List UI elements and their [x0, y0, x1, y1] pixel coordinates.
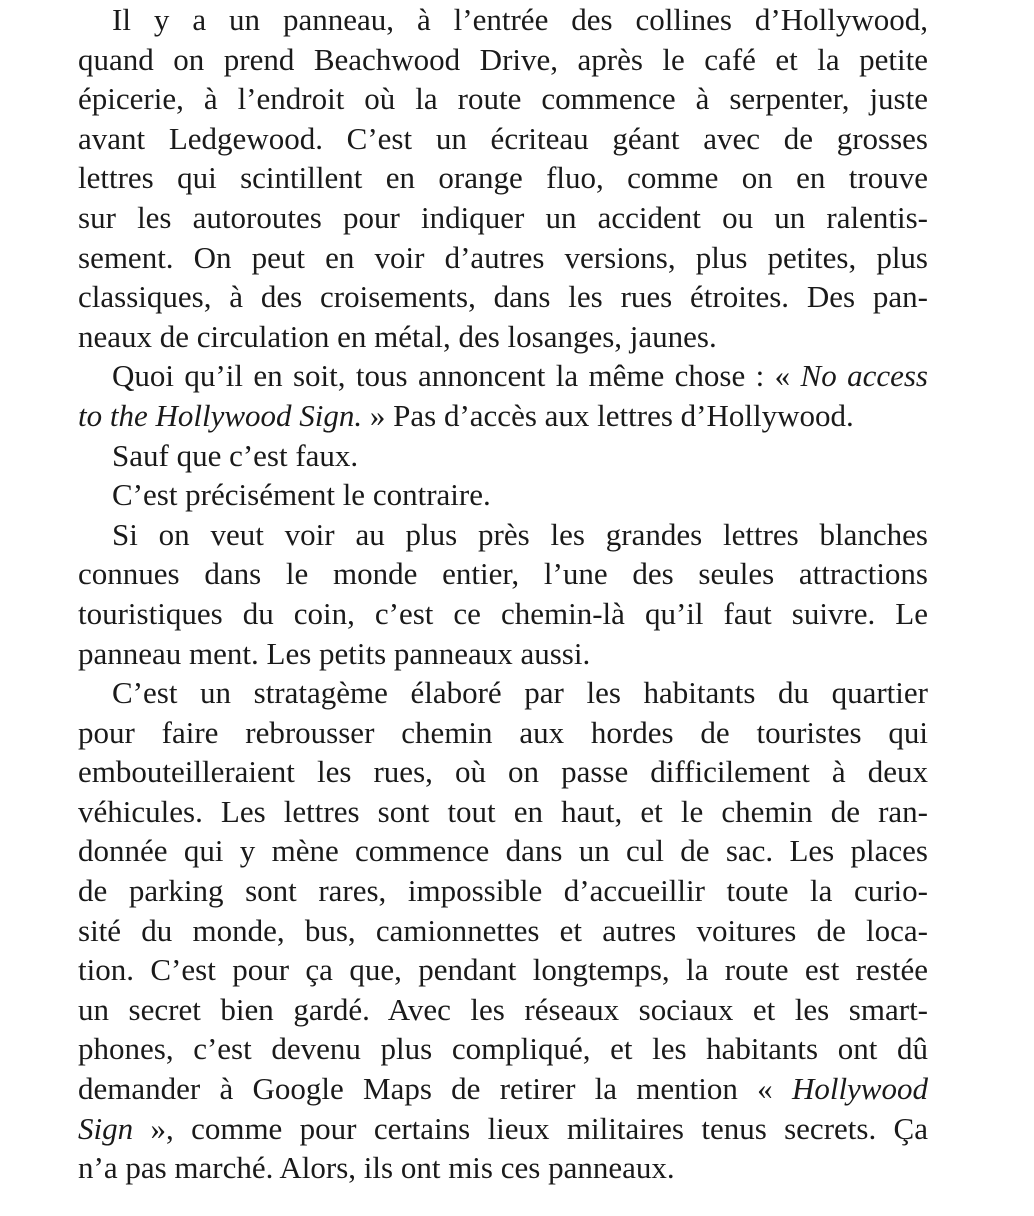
line-text: phones, c’est devenu plus compliqué, et les habitants ont dû [78, 1031, 928, 1067]
text-line [78, 1109, 928, 1149]
line-text: sement. On peut en voir d’autres versions, plus petites, plus [78, 239, 928, 275]
line-text: », comme pour certains lieux militaires tenus secrets. Ça [133, 1110, 928, 1146]
italic-text: to the Hollywood Sign. [78, 397, 363, 433]
line-text: Quoi qu’il en soit, tous annoncent la même chose : « [112, 358, 801, 394]
line-text: classiques, à des croisements, dans les rues étroites. Des pan- [78, 279, 928, 315]
line-text: véhicules. Les lettres sont tout en haut, et le chemin de ran- [78, 793, 928, 829]
text-line [78, 79, 928, 119]
text-line [78, 911, 928, 951]
line-text: C’est précisément le contraire. [112, 477, 491, 513]
line-text: Si on veut voir au plus près les grandes lettres blanches [112, 516, 928, 552]
text-line [78, 436, 928, 476]
line-text: demander à Google Maps de retirer la mention « [78, 1071, 792, 1107]
text-line [78, 515, 928, 555]
italic-text: Sign [78, 1110, 134, 1146]
text-line [78, 0, 928, 40]
text-line [78, 119, 928, 159]
text-line [78, 356, 928, 396]
text-line [78, 277, 928, 317]
text-line [78, 792, 928, 832]
italic-text: No access [800, 358, 928, 394]
line-text: un secret bien gardé. Avec les réseaux sociaux et les smart- [78, 991, 928, 1027]
text-line [78, 673, 928, 713]
line-text: lettres qui scintillent en orange fluo, comme on en trouve [78, 160, 928, 196]
text-line [78, 317, 928, 357]
line-text: épicerie, à l’endroit où la route commence à serpenter, juste [78, 81, 928, 117]
line-text: quand on prend Beachwood Drive, après le café et la petite [78, 41, 928, 77]
text-line [78, 158, 928, 198]
text-line [78, 1069, 928, 1109]
document-page [78, 0, 928, 1188]
line-text: C’est un stratagème élaboré par les habitants du quartier [112, 675, 928, 711]
text-line [78, 594, 928, 634]
text-line [78, 831, 928, 871]
line-text: touristiques du coin, c’est ce chemin-là qu’il faut suivre. Le [78, 595, 928, 631]
text-line [78, 475, 928, 515]
line-text: pour faire rebrousser chemin aux hordes de touristes qui [78, 714, 928, 750]
text-line [78, 752, 928, 792]
text-line [78, 713, 928, 753]
italic-text: Hollywood [791, 1071, 928, 1107]
text-line [78, 990, 928, 1030]
line-text: » Pas d’accès aux lettres d’Hollywood. [362, 397, 854, 433]
text-line [78, 1029, 928, 1069]
line-text: Sauf que c’est faux. [112, 437, 359, 473]
line-text: embouteilleraient les rues, où on passe difficilement à deux [78, 754, 928, 790]
line-text: de parking sont rares, impossible d’accueillir toute la curio- [78, 873, 928, 909]
line-text: panneau ment. Les petits panneaux aussi. [78, 635, 591, 671]
text-line [78, 238, 928, 278]
line-text: avant Ledgewood. C’est un écriteau géant avec de grosses [78, 120, 928, 156]
text-line [78, 1148, 928, 1188]
text-line [78, 396, 928, 436]
text-line [78, 554, 928, 594]
text-line [78, 871, 928, 911]
line-text: neaux de circulation en métal, des losanges, jaunes. [78, 318, 717, 354]
text-line [78, 634, 928, 674]
line-text: donnée qui y mène commence dans un cul de sac. Les places [78, 833, 928, 869]
text-line [78, 950, 928, 990]
text-line [78, 40, 928, 80]
text-line [78, 198, 928, 238]
line-text: sur les autoroutes pour indiquer un accident ou un ralentis- [78, 199, 928, 235]
line-text: tion. C’est pour ça que, pendant longtemps, la route est restée [78, 952, 928, 988]
line-text: sité du monde, bus, camionnettes et autres voitures de loca- [78, 912, 928, 948]
line-text: Il y a un panneau, à l’entrée des collines d’Hollywood, [112, 2, 928, 37]
line-text: connues dans le monde entier, l’une des seules attractions [78, 556, 928, 592]
line-text: n’a pas marché. Alors, ils ont mis ces panneaux. [78, 1150, 675, 1186]
